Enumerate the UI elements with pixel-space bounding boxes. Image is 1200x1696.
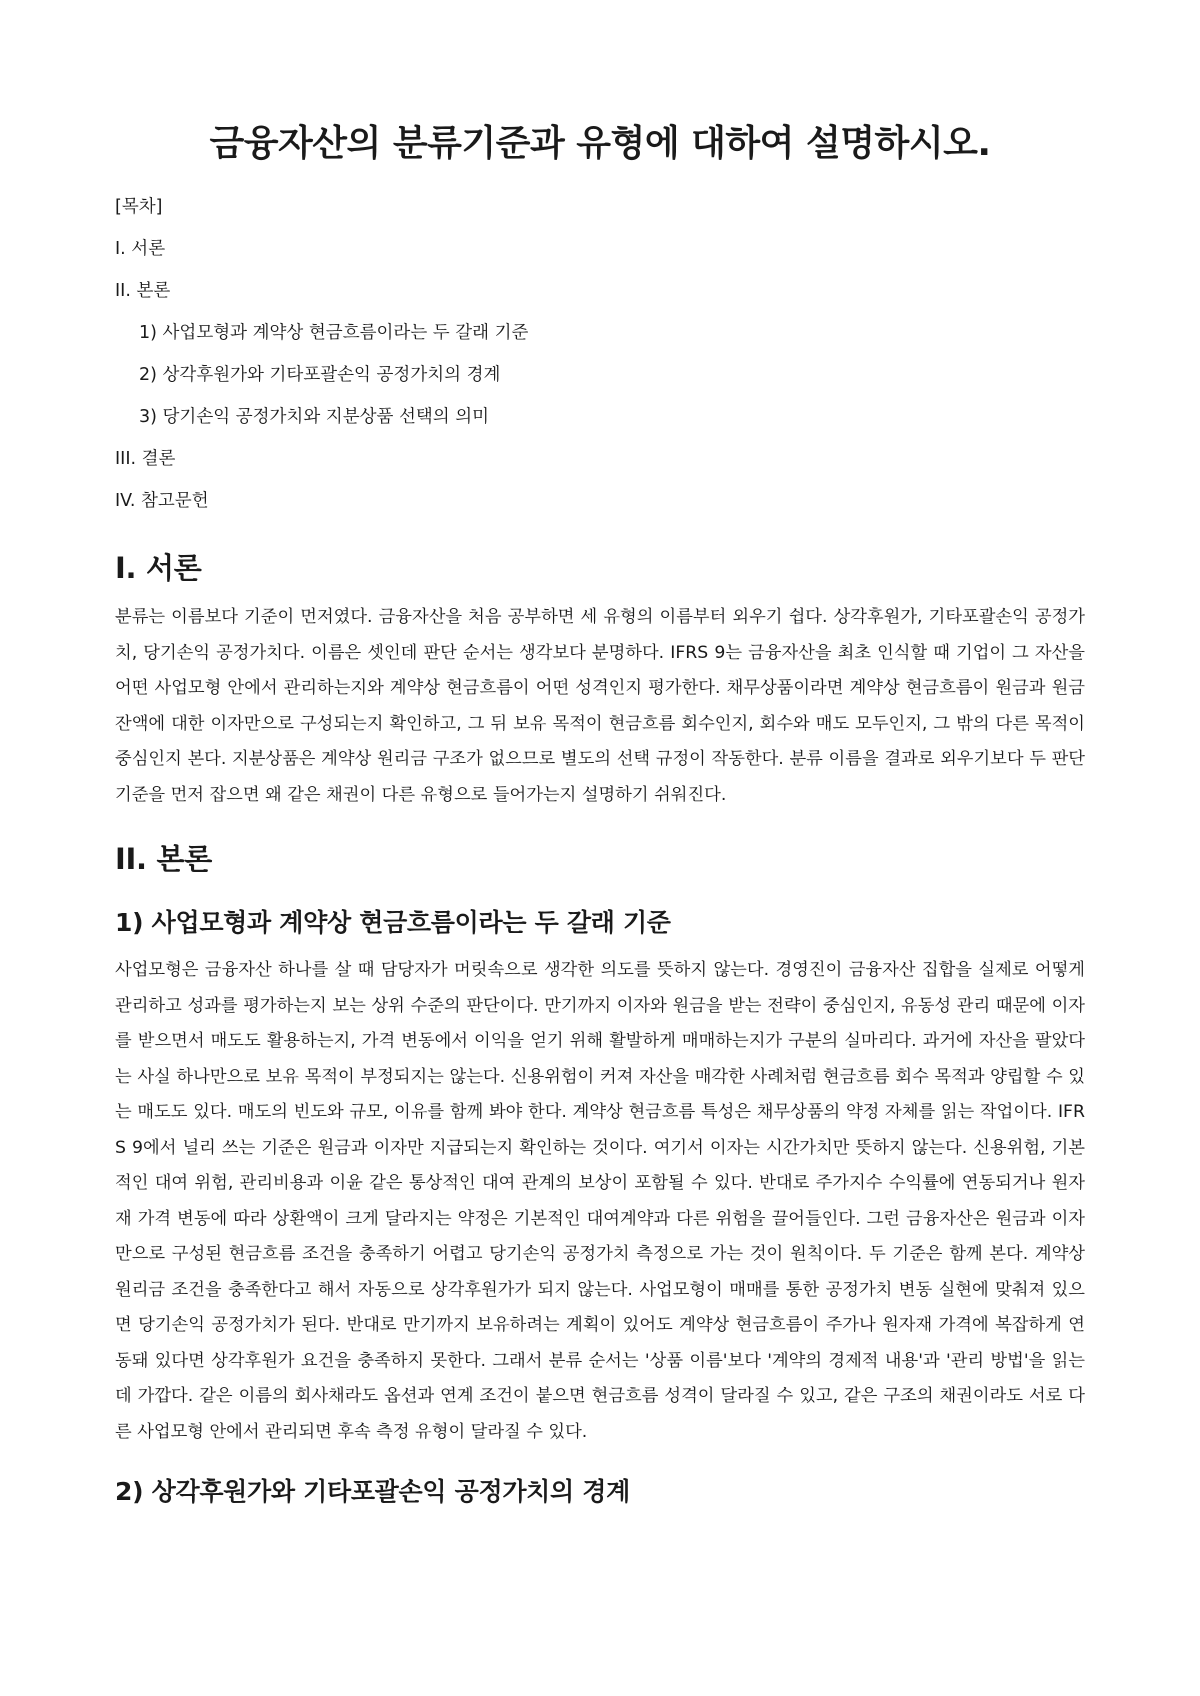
toc-item-body-1: 1) 사업모형과 계약상 현금흐름이라는 두 갈래 기준 (139, 323, 529, 343)
subsection-heading-1: 1) 사업모형과 계약상 현금흐름이라는 두 갈래 기준 (115, 908, 671, 937)
subsection-heading-2: 2) 상각후원가와 기타포괄손익 공정가치의 경계 (115, 1477, 630, 1506)
toc-item-intro: I. 서론 (115, 239, 166, 259)
document-title: 금융자산의 분류기준과 유형에 대하여 설명하시오. (209, 123, 991, 164)
subsection-1-paragraph: 사업모형은 금융자산 하나를 살 때 담당자가 머릿속으로 생각한 의도를 뜻하지 않는다. 경영진이 금융자산 집합을 실제로 어떻게 관리하고 성과를 평가하는지 보는 상위 수준의 판단이다. 만기까지 이자와 원금을 받는 전략이 중심인지, 유동성 관리 때문에 이자를 받으면서 매도도 활용하는지, 가격 변동에서 이익을 얻기 위해 활발하게 매매하는지가 구분의 실마리다. 과거에 자산을 팔았다는 사실 하나만으로 보유 목적이 부정되지는 않는다. 신용위험이 커져 자산을 매각한 사례처럼 현금흐름 회수 목적과 양립할 수 있는 매도도 있다. 매도의 빈도와 규모, 이유를 함께 봐야 한다. 계약상 현금흐름 특성은 채무상품의 약정 자체를 읽는 작업이다. IFRS 9에서 널리 쓰는 기준은 원금과 이자만 지급되는지 확인하는 것이다. 여기서 이자는 시간가치만 뜻하지 않는다. 신용위험, 기본적인 대여 위험, 관리비용과 이윤 같은 통상적인 대여 관계의 보상이 포함될 수 있다. 반대로 주가지수 수익률에 연동되거나 원자재 가격 변동에 따라 상환액이 크게 달라지는 약정은 기본적인 대여계약과 다른 위험을 끌어들인다. 그런 금융자산은 원금과 이자만으로 구성된 현금흐름 조건을 충족하기 어렵고 당기손익 공정가치 측정으로 가는 것이 원칙이다. 두 기준은 함께 본다. 계약상 원리금 조건을 충족한다고 해서 자동으로 상각후원가가 되지 않는다. 사업모형이 매매를 통한 공정가치 변동 실현에 맞춰져 있으면 당기손익 공정가치가 된다. 반대로 만기까지 보유하려는 계획이 있어도 계약상 현금흐름이 주가나 원자재 가격에 복잡하게 연동돼 있다면 상각후원가 요건을 충족하지 못한다. 그래서 분류 순서는 '상품 이름'보다 '계약의 경제적 내용'과 '관리 방법'을 읽는 데 가깝다. 같은 이름의 회사채라도 옵션과 연계 조건이 붙으면 현금흐름 성격이 달라질 수 있고, 같은 구조의 채권이라도 서로 다른 사업모형 안에서 관리되면 후속 측정 유형이 달라질 수 있다. (115, 960, 1085, 1442)
toc-item-references: IV. 참고문헌 (115, 491, 209, 511)
toc-header: [목차] (115, 197, 163, 217)
toc-item-body-3: 3) 당기손익 공정가치와 지분상품 선택의 의미 (139, 407, 490, 427)
intro-paragraph: 분류는 이름보다 기준이 먼저였다. 금융자산을 처음 공부하면 세 유형의 이름부터 외우기 쉽다. 상각후원가, 기타포괄손익 공정가치, 당기손익 공정가치다. 이름은 셋인데 판단 순서는 생각보다 분명하다. IFRS 9는 금융자산을 최초 인식할 때 기업이 그 자산을 어떤 사업모형 안에서 관리하는지와 계약상 현금흐름이 어떤 성격인지 평가한다. 채무상품이라면 계약상 현금흐름이 원금과 원금잔액에 대한 이자만으로 구성되는지 확인하고, 그 뒤 보유 목적이 현금흐름 회수인지, 회수와 매도 모두인지, 그 밖의 다른 목적이 중심인지 본다. 지분상품은 계약상 원리금 구조가 없으므로 별도의 선택 규정이 작동한다. 분류 이름을 결과로 외우기보다 두 판단 기준을 먼저 잡으면 왜 같은 채권이 다른 유형으로 들어가는지 설명하기 쉬워진다. (115, 607, 1085, 805)
section-heading-intro: I. 서론 (115, 551, 202, 585)
table-of-contents (115, 186, 1085, 522)
toc-item-body-2: 2) 상각후원가와 기타포괄손익 공정가치의 경계 (139, 365, 501, 385)
toc-item-conclusion: III. 결론 (115, 449, 176, 469)
section-heading-body: II. 본론 (115, 842, 212, 876)
toc-item-body: II. 본론 (115, 281, 171, 301)
